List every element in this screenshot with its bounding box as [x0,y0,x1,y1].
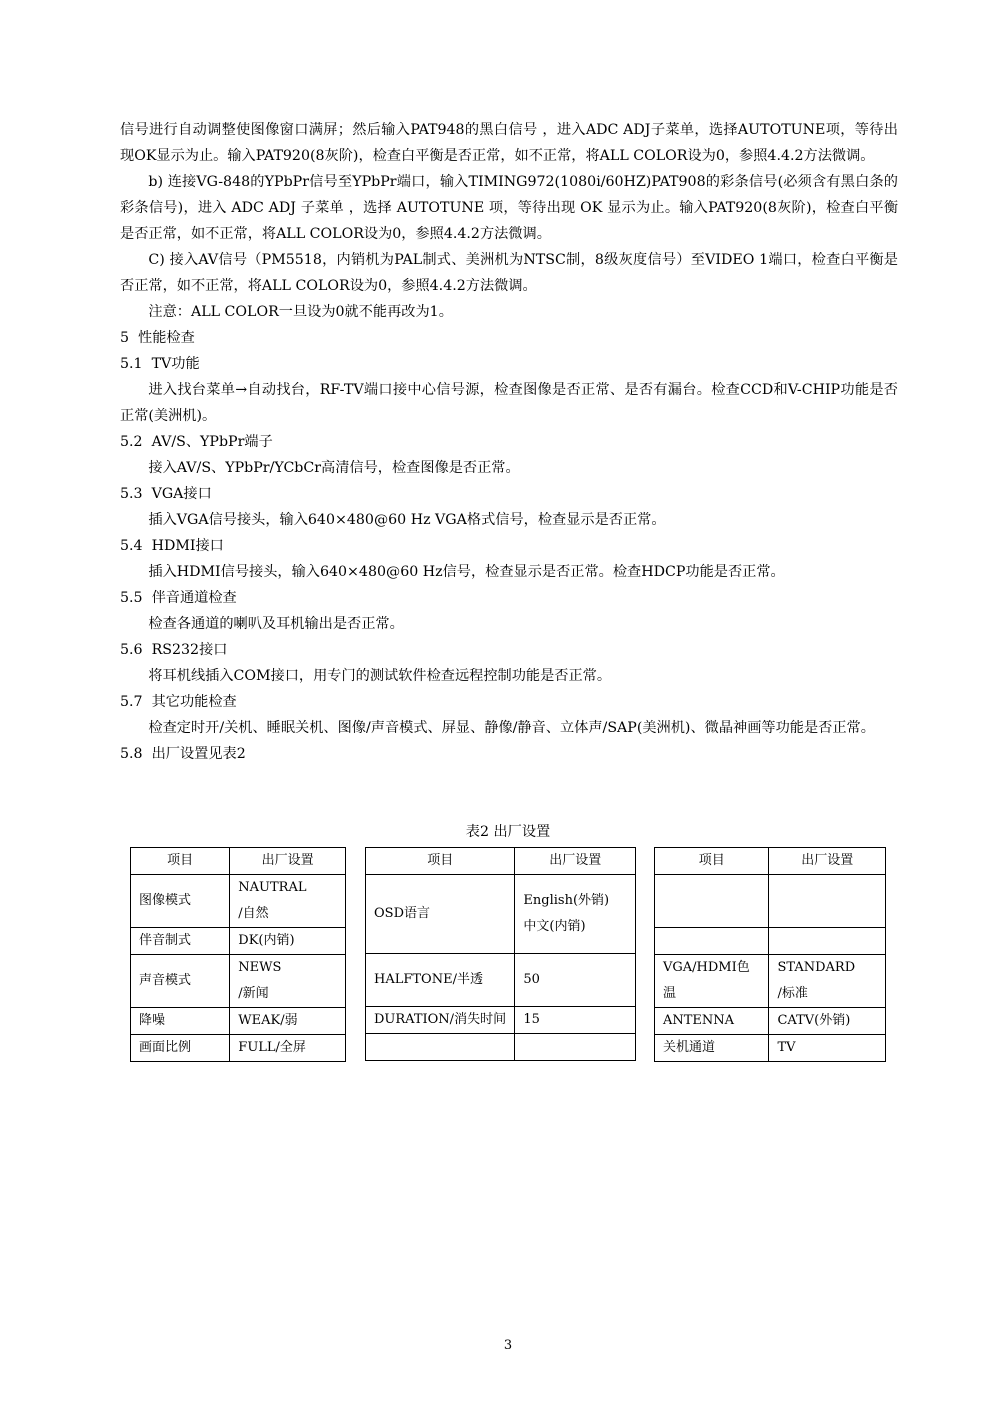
section-heading-5-7: 5.7 其它功能检查 [120,694,237,710]
table-header-row [366,848,636,875]
header-item: 项目 [655,848,769,875]
section-heading-5-5: 5.5 伴音通道检查 [120,590,237,606]
header-setting: 出厂设置 [769,848,886,875]
item-cell: VGA/HDMI色温 [655,955,769,1008]
table-row [366,875,636,954]
section-body-5-6: 将耳机线插入COM接口，用专门的测试软件检查远程控制功能是否正常。 [148,668,612,684]
table-row [131,875,346,928]
setting-cell [230,875,346,928]
item-cell: 伴音制式 [131,928,230,955]
section-heading-5-6: 5.6 RS232接口 [120,642,228,658]
item-cell: DURATION/消失时间 [366,1007,515,1034]
header-setting: 出厂设置 [230,848,346,875]
empty-cell [655,928,769,955]
setting-cell: CATV(外销) [769,1008,886,1035]
setting-cell [769,955,886,1008]
setting-cell: 50 [515,954,636,1007]
table-row [655,1008,886,1035]
setting-line: 中文(内销) [523,919,586,934]
item-cell: 画面比例 [131,1035,230,1062]
setting-cell: WEAK/弱 [230,1008,346,1035]
header-item: 项目 [366,848,515,875]
table-header-row [655,848,886,875]
table-row [131,1035,346,1062]
setting-line: /标准 [777,986,808,1001]
empty-cell [655,875,769,928]
paragraph-ypbpr: b) 连接VG-848的YPbPr信号至YPbPr端口，输入TIMING972(1080i/60HZ)PAT908的彩条信号(必须含有黑白条的彩条信号)，进入 ADC ADJ 子菜单 ，选择 AUTOTUNE 项，等待出现 OK 显示为止。输入PAT920(8灰阶)，检查白平衡是否正常，如不正常，将ALL COLOR设为0，参照4.4.2方法微调。 [120,174,899,242]
table-row [131,1008,346,1035]
table-row [366,954,636,1007]
table-row [131,955,346,1008]
setting-cell [515,875,636,954]
item-cell: 图像模式 [131,875,230,928]
header-setting: 出厂设置 [515,848,636,875]
setting-cell: TV [769,1035,886,1062]
setting-cell: DK(内销) [230,928,346,955]
table-row-empty [655,928,886,955]
section-heading-5-4: 5.4 HDMI接口 [120,538,224,554]
header-item: 项目 [131,848,230,875]
page-number: 3 [503,1338,513,1353]
table-row-empty [655,875,886,928]
section-body-5-1: 进入找台菜单→自动找台，RF-TV端口接中心信号源，检查图像是否正常、是否有漏台。检查CCD和V-CHIP功能是否正常(美洲机)。 [120,382,898,424]
factory-settings-table-1 [130,847,346,1062]
factory-settings-table-3 [654,847,886,1062]
table-row-empty [366,1034,636,1061]
table-row [655,955,886,1008]
empty-cell [769,928,886,955]
setting-line: /自然 [238,906,269,921]
section-body-5-7: 检查定时开/关机、睡眠关机、图像/声音模式、屏显、静像/静音、立体声/SAP(美洲机)、微晶神画等功能是否正常。 [148,720,875,736]
note: 注意：ALL COLOR一旦设为0就不能再改为1。 [148,304,453,320]
table-row [655,1035,886,1062]
item-cell: 降噪 [131,1008,230,1035]
paragraph-av: C) 接入AV信号（PM5518，内销机为PAL制式、美洲机为NTSC制，8级灰度信号）至VIDEO 1端口，检查白平衡是否正常，如不正常，将ALL COLOR设为0，参照4.4.2方法微调。 [120,252,898,294]
section-body-5-2: 接入AV/S、YPbPr/YCbCr高清信号，检查图像是否正常。 [148,460,520,476]
setting-cell: FULL/全屏 [230,1035,346,1062]
item-cell: ANTENNA [655,1008,769,1035]
setting-line: NEWS [238,960,282,975]
section-heading-5-1: 5.1 TV功能 [120,356,200,372]
section-heading-5-2: 5.2 AV/S、YPbPr端子 [120,434,273,450]
body-text [120,117,898,767]
section-heading-5-3: 5.3 VGA接口 [120,486,212,502]
table-caption: 表2 出厂设置 [465,824,551,840]
empty-cell [515,1034,636,1061]
paragraph-white-balance-vga: 信号进行自动调整使图像窗口满屏；然后输入PAT948的黑白信号 ，进入ADC ADJ子菜单，选择AUTOTUNE项，等待出现OK显示为止。输入PAT920(8灰阶)，检查白平衡是否正常，如不正常，将ALL COLOR设为0，参照4.4.2方法微调。 [120,122,898,164]
empty-cell [366,1034,515,1061]
section-body-5-4: 插入HDMI信号接头，输入640×480@60 Hz信号，检查显示是否正常。检查HDCP功能是否正常。 [148,564,785,580]
factory-settings-table-2 [365,847,636,1061]
setting-line: English(外销) [523,893,610,908]
item-cell: HALFTONE/半透 [366,954,515,1007]
setting-line: /新闻 [238,986,269,1001]
item-cell: OSD语言 [366,875,515,954]
setting-line: NAUTRAL [238,880,307,895]
item-cell: 声音模式 [131,955,230,1008]
section-body-5-3: 插入VGA信号接头，输入640×480@60 Hz VGA格式信号，检查显示是否正常。 [148,512,666,528]
empty-cell [769,875,886,928]
setting-cell: 15 [515,1007,636,1034]
setting-cell [230,955,346,1008]
section-heading-5: 5 性能检查 [120,330,195,346]
item-cell: 关机通道 [655,1035,769,1062]
section-heading-5-8: 5.8 出厂设置见表2 [120,746,246,762]
section-body-5-5: 检查各通道的喇叭及耳机输出是否正常。 [148,616,404,632]
table-row [366,1007,636,1034]
setting-line: STANDARD [777,960,856,975]
table-row [131,928,346,955]
table-header-row [131,848,346,875]
